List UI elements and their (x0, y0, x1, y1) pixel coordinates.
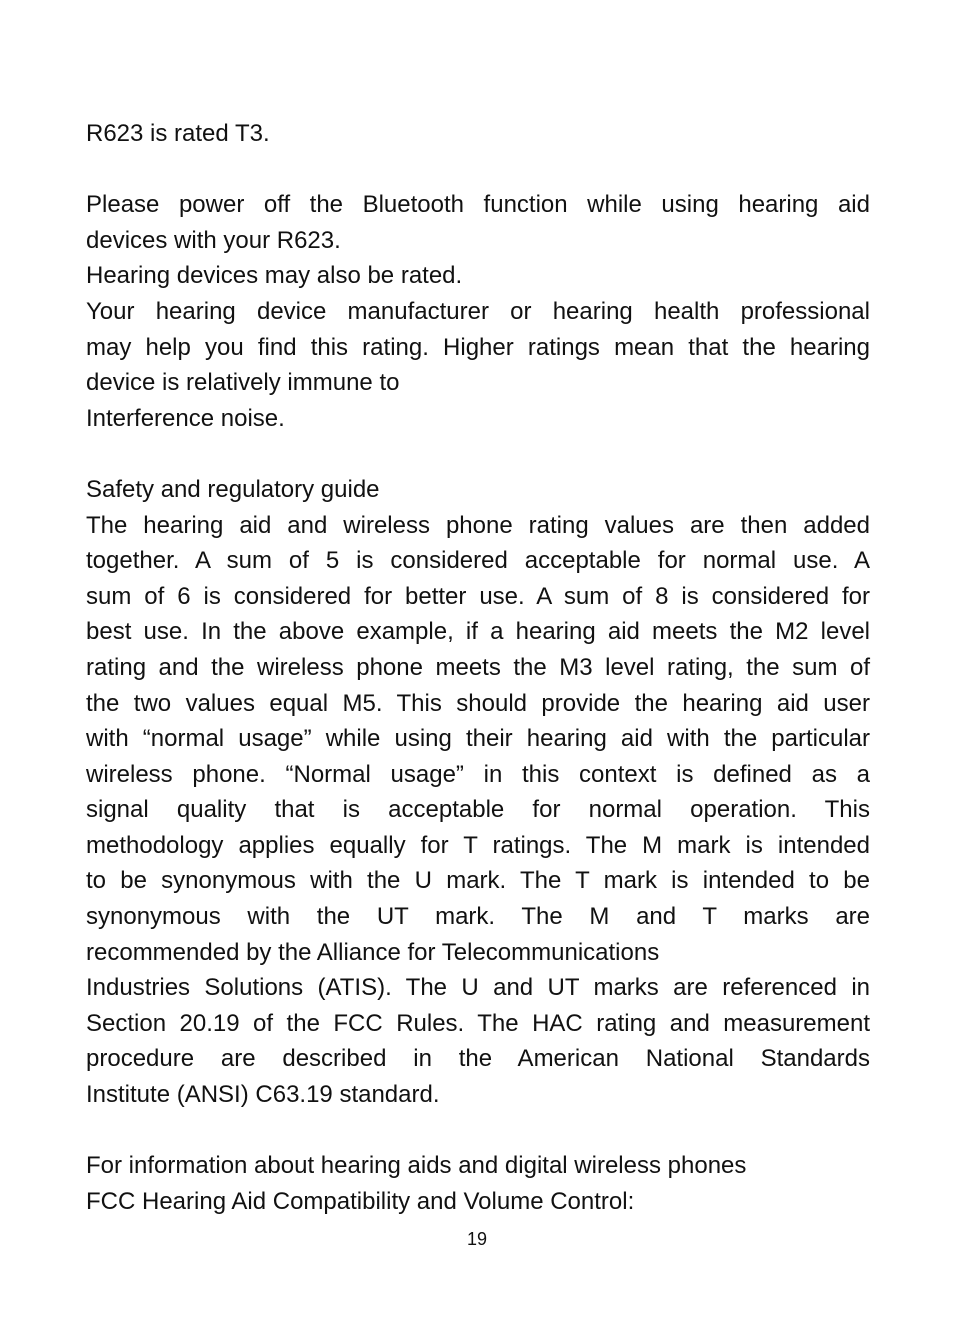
text-line: recommended by the Alliance for Telecommunications (86, 938, 660, 966)
page-number: 19 (466, 1229, 488, 1249)
blank-line (86, 436, 870, 472)
page-body-text (86, 116, 870, 1219)
text-line: procedure are described in the American National Standards (86, 1045, 870, 1073)
text-line: Industries Solutions (ATIS). The U and UT marks are referenced in (86, 974, 870, 1002)
text-line: Institute (ANSI) C63.19 standard. (86, 1081, 440, 1109)
section-heading: Safety and regulatory guide (86, 475, 380, 503)
text-line: devices with your R623. (86, 226, 341, 254)
text-line: Your hearing device manufacturer or hearing health professional (86, 297, 870, 325)
text-line: Section 20.19 of the FCC Rules. The HAC rating and measurement (86, 1009, 870, 1037)
text-line: Please power off the Bluetooth function while using hearing aid (86, 191, 870, 219)
blank-line (86, 1113, 870, 1149)
text-line: wireless phone. “Normal usage” in this context is defined as a (86, 760, 870, 788)
text-line: to be synonymous with the U mark. The T mark is intended to be (86, 867, 870, 895)
text-line: For information about hearing aids and digital wireless phones (86, 1152, 747, 1180)
text-line: Hearing devices may also be rated. (86, 262, 463, 290)
text-line: sum of 6 is considered for better use. A sum of 8 is considered for (86, 582, 870, 610)
blank-line (86, 152, 870, 188)
text-line: methodology applies equally for T ratings. The M mark is intended (86, 831, 870, 859)
text-line: Interference noise. (86, 404, 285, 432)
text-line: rating and the wireless phone meets the M3 level rating, the sum of (86, 653, 870, 681)
text-line: signal quality that is acceptable for normal operation. This (86, 796, 870, 824)
text-line: the two values equal M5. This should provide the hearing aid user (86, 689, 870, 717)
text-line: best use. In the above example, if a hearing aid meets the M2 level (86, 618, 870, 646)
text-line: may help you find this rating. Higher ratings mean that the hearing (86, 333, 870, 361)
text-line: device is relatively immune to (86, 369, 400, 397)
text-line: synonymous with the UT mark. The M and T marks are (86, 903, 870, 931)
text-line: R623 is rated T3. (86, 120, 270, 147)
text-line: FCC Hearing Aid Compatibility and Volume Control: (86, 1187, 635, 1215)
text-line: together. A sum of 5 is considered acceptable for normal use. A (86, 547, 870, 575)
text-line: with “normal usage” while using their hearing aid with the particular (86, 725, 870, 753)
text-line: The hearing aid and wireless phone rating values are then added (86, 511, 870, 539)
